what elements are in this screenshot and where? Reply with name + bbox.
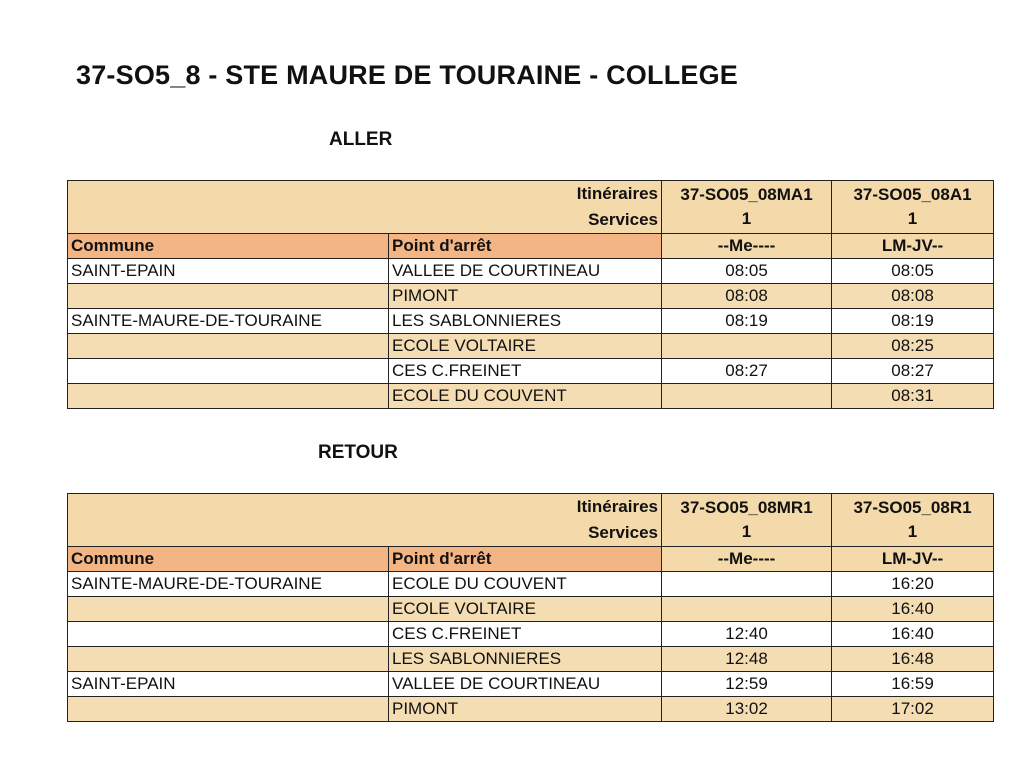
stop-cell: PIMONT	[389, 284, 662, 309]
time-cell	[662, 597, 832, 622]
time-cell: 17:02	[832, 697, 994, 722]
time-cell: 16:20	[832, 572, 994, 597]
time-cell	[662, 572, 832, 597]
time-cell: 12:48	[662, 647, 832, 672]
table-row	[68, 284, 994, 309]
stop-cell: CES C.FREINET	[389, 359, 662, 384]
time-cell: 08:27	[662, 359, 832, 384]
commune-cell	[68, 334, 389, 359]
stop-cell: VALLEE DE COURTINEAU	[389, 259, 662, 284]
time-cell: 08:05	[662, 259, 832, 284]
time-cell: 08:19	[832, 309, 994, 334]
time-cell: 16:59	[832, 672, 994, 697]
commune-cell: SAINT-EPAIN	[68, 672, 389, 697]
commune-cell	[68, 697, 389, 722]
header-row-services	[68, 181, 994, 234]
stop-cell: CES C.FREINET	[389, 622, 662, 647]
time-cell: 08:27	[832, 359, 994, 384]
table-row	[68, 647, 994, 672]
service-code: 37-SO05_08R1	[853, 498, 972, 517]
commune-cell	[68, 284, 389, 309]
itineraires-label: Itinéraires	[576, 184, 659, 203]
time-cell: 13:02	[662, 697, 832, 722]
section-label-retour: RETOUR	[318, 442, 398, 463]
commune-cell	[68, 647, 389, 672]
time-cell: 16:40	[832, 597, 994, 622]
time-cell: 12:40	[662, 622, 832, 647]
column-header-row	[68, 547, 994, 572]
time-cell: 08:08	[832, 284, 994, 309]
services-label: Services	[588, 523, 659, 542]
service-header	[832, 181, 994, 234]
time-cell: 16:48	[832, 647, 994, 672]
table-row	[68, 697, 994, 722]
service-code: 37-SO05_08A1	[853, 185, 972, 204]
service-header	[832, 494, 994, 547]
time-cell: 08:31	[832, 384, 994, 409]
commune-column-header: Commune	[68, 234, 389, 259]
header-row-services	[68, 494, 994, 547]
time-cell	[662, 384, 832, 409]
table-row	[68, 622, 994, 647]
stop-cell: LES SABLONNIERES	[389, 309, 662, 334]
time-cell: 16:40	[832, 622, 994, 647]
service-number: 1	[907, 522, 918, 541]
table-row	[68, 672, 994, 697]
stop-cell: ECOLE VOLTAIRE	[389, 334, 662, 359]
service-code: 37-SO05_08MA1	[680, 185, 813, 204]
page-title: 37-SO5_8 - STE MAURE DE TOURAINE - COLLEGE	[76, 60, 739, 90]
commune-column-header: Commune	[68, 547, 389, 572]
itineraires-label: Itinéraires	[576, 497, 659, 516]
service-number: 1	[741, 522, 752, 541]
commune-cell	[68, 384, 389, 409]
column-header-row	[68, 234, 994, 259]
stop-cell: LES SABLONNIERES	[389, 647, 662, 672]
time-cell: 08:05	[832, 259, 994, 284]
header-labels	[68, 494, 662, 547]
timetable-retour	[67, 493, 994, 722]
stop-cell: PIMONT	[389, 697, 662, 722]
section-label-aller: ALLER	[329, 129, 393, 150]
table-row	[68, 259, 994, 284]
commune-cell	[68, 622, 389, 647]
days-header: LM-JV--	[832, 547, 994, 572]
time-cell: 08:19	[662, 309, 832, 334]
time-cell: 08:08	[662, 284, 832, 309]
stop-cell: VALLEE DE COURTINEAU	[389, 672, 662, 697]
table-row	[68, 309, 994, 334]
days-header: --Me----	[662, 234, 832, 259]
table-row	[68, 572, 994, 597]
point-column-header: Point d'arrêt	[389, 547, 662, 572]
commune-cell: SAINT-EPAIN	[68, 259, 389, 284]
service-header	[662, 494, 832, 547]
commune-cell: SAINTE-MAURE-DE-TOURAINE	[68, 309, 389, 334]
commune-cell	[68, 597, 389, 622]
days-header: LM-JV--	[832, 234, 994, 259]
table-row	[68, 334, 994, 359]
table-row	[68, 597, 994, 622]
service-header	[662, 181, 832, 234]
commune-cell	[68, 359, 389, 384]
table-row	[68, 384, 994, 409]
service-code: 37-SO05_08MR1	[680, 498, 813, 517]
services-label: Services	[588, 210, 659, 229]
table-row	[68, 359, 994, 384]
timetable-aller	[67, 180, 994, 409]
stop-cell: ECOLE DU COUVENT	[389, 384, 662, 409]
time-cell: 08:25	[832, 334, 994, 359]
service-number: 1	[741, 209, 752, 228]
stop-cell: ECOLE VOLTAIRE	[389, 597, 662, 622]
commune-cell: SAINTE-MAURE-DE-TOURAINE	[68, 572, 389, 597]
header-labels	[68, 181, 662, 234]
time-cell	[662, 334, 832, 359]
stop-cell: ECOLE DU COUVENT	[389, 572, 662, 597]
time-cell: 12:59	[662, 672, 832, 697]
point-column-header: Point d'arrêt	[389, 234, 662, 259]
days-header: --Me----	[662, 547, 832, 572]
service-number: 1	[907, 209, 918, 228]
